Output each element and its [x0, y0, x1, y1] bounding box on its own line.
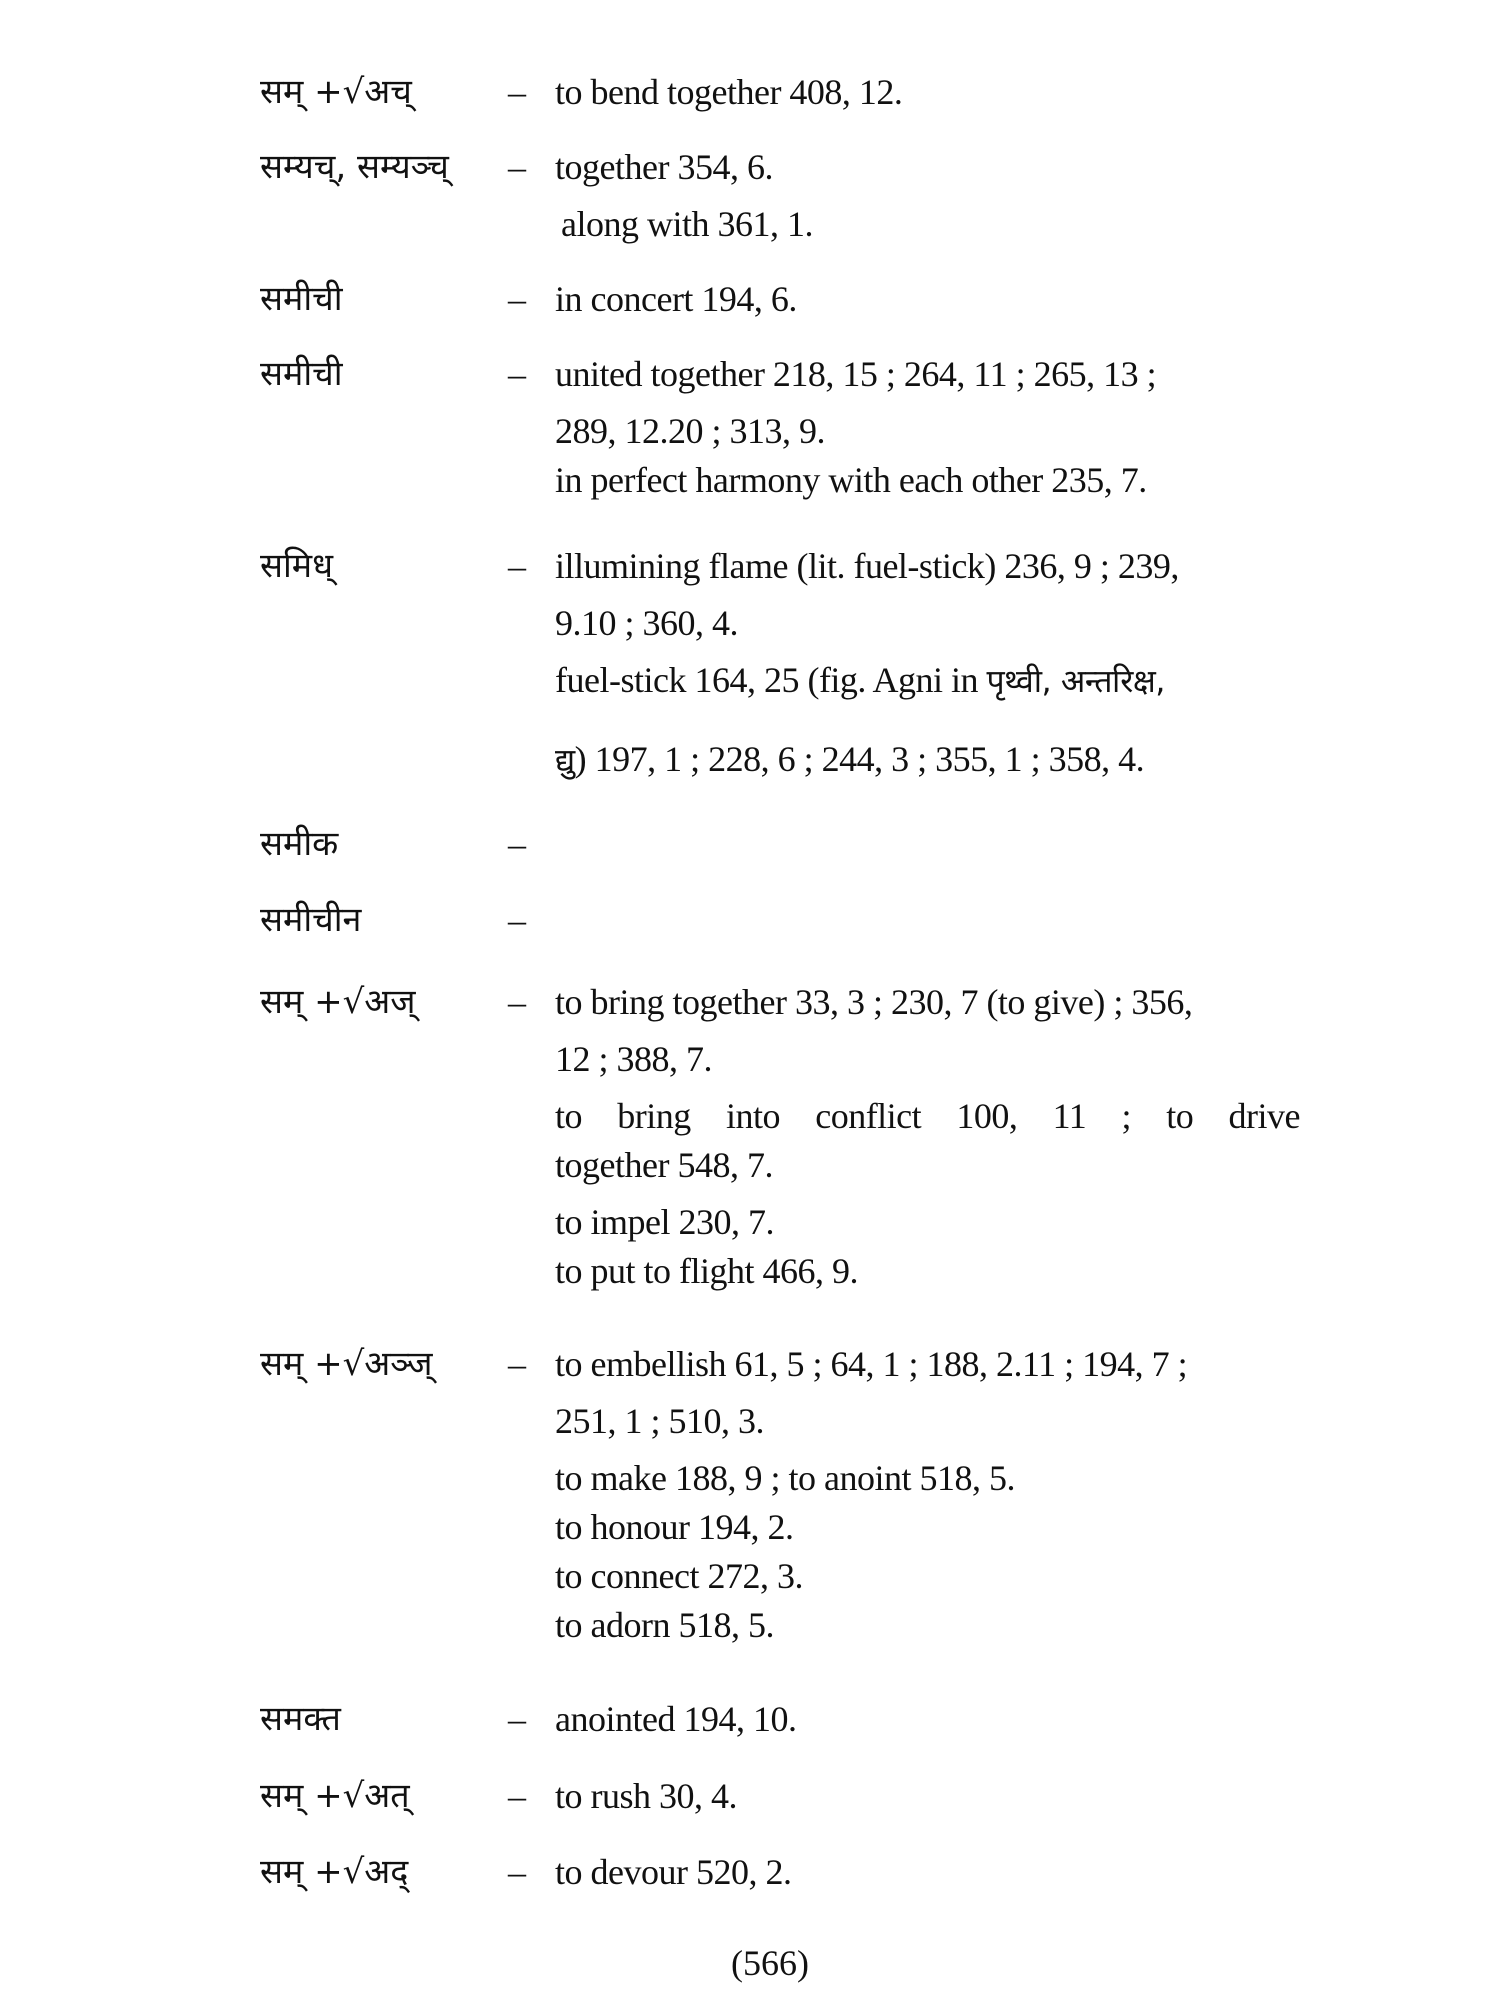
entry-dash: – — [508, 72, 526, 112]
definition-line: together 548, 7. — [555, 1145, 773, 1185]
entry-dash: – — [508, 1852, 526, 1892]
definition-line: to honour 194, 2. — [555, 1507, 794, 1547]
entry-definitions — [555, 1344, 1315, 1662]
definition-line: to adorn 518, 5. — [555, 1605, 774, 1645]
entry-headword: सम् +√अच् — [260, 72, 412, 112]
definition-text: fuel-stick 164, 25 (fig. Agni in — [555, 660, 987, 700]
definition-line: to devour 520, 2. — [555, 1852, 792, 1892]
entry-dash: – — [508, 982, 526, 1022]
definition-line: to embellish 61, 5 ; 64, 1 ; 188, 2.11 ; 194, 7 ; — [555, 1344, 1188, 1384]
entry-headword: समक्त — [260, 1699, 341, 1739]
definition-line: in concert 194, 6. — [555, 279, 797, 319]
definition-line: 12 ; 388, 7. — [555, 1039, 713, 1079]
entry-definitions — [555, 279, 1315, 336]
entry-definitions — [555, 1852, 1315, 1909]
entry-headword: समिध् — [260, 546, 334, 586]
entry-headword: सम्यच्, सम्यञ्च् — [260, 147, 449, 187]
definition-line: to make 188, 9 ; to anoint 518, 5. — [555, 1458, 1015, 1498]
definition-line: illumining flame (lit. fuel-stick) 236, 9 ; 239, — [555, 546, 1179, 586]
definition-line: united together 218, 15 ; 264, 11 ; 265, 13 ; — [555, 354, 1157, 394]
entry-definitions — [555, 72, 1315, 129]
entry-dash: – — [508, 1776, 526, 1816]
entry-definitions — [555, 546, 1315, 797]
entry-dash: – — [508, 546, 526, 586]
definition-line: to put to flight 466, 9. — [555, 1251, 858, 1291]
entry-dash: – — [508, 900, 526, 940]
entry-dash: – — [508, 1344, 526, 1384]
entry-dash: – — [508, 1699, 526, 1739]
entry-headword: समीचीन — [260, 900, 362, 940]
definition-line: 289, 12.20 ; 313, 9. — [555, 411, 826, 451]
entry-dash: – — [508, 824, 526, 864]
entry-headword: समीची — [260, 279, 343, 319]
definition-line — [555, 660, 1315, 701]
definition-line: to bend together 408, 12. — [555, 72, 903, 112]
entry-headword: सम् +√अद् — [260, 1852, 409, 1892]
entry-headword: सम् +√अज् — [260, 982, 416, 1022]
entry-definitions — [555, 982, 1315, 1308]
entry-headword: समीची — [260, 354, 343, 394]
entry-headword: सम् +√अत् — [260, 1776, 410, 1816]
definition-line: 251, 1 ; 510, 3. — [555, 1401, 765, 1441]
page-number: (566) — [731, 1943, 809, 1983]
entry-definitions — [555, 147, 1315, 261]
definition-line: to impel 230, 7. — [555, 1202, 774, 1242]
entry-headword: समीक — [260, 824, 339, 864]
sanskrit-terms: पृथ्वी, अन्तरिक्ष, — [986, 662, 1165, 700]
definition-line: along with 361, 1. — [561, 204, 813, 244]
definition-line: in perfect harmony with each other 235, 7. — [555, 460, 1147, 500]
entry-definitions — [555, 1699, 1315, 1756]
entry-dash: – — [508, 279, 526, 319]
entry-definitions — [555, 354, 1315, 517]
definition-line: to connect 272, 3. — [555, 1556, 803, 1596]
entry-dash: – — [508, 147, 526, 187]
definition-line: to rush 30, 4. — [555, 1776, 737, 1816]
entry-definitions — [555, 1776, 1315, 1833]
definition-line: to bring into conflict 100, 11 ; to drive — [555, 1096, 1300, 1136]
definition-line — [555, 739, 1315, 780]
entry-headword: सम् +√अञ्ज् — [260, 1344, 433, 1384]
entry-dash: – — [508, 354, 526, 394]
definition-line: to bring together 33, 3 ; 230, 7 (to give) ; 356, — [555, 982, 1193, 1022]
definition-line: anointed 194, 10. — [555, 1699, 797, 1739]
definition-line: together 354, 6. — [555, 147, 773, 187]
definition-text: ) 197, 1 ; 228, 6 ; 244, 3 ; 355, 1 ; 358, 4. — [574, 739, 1145, 779]
sanskrit-term: द्यु — [555, 741, 575, 779]
definition-line: 9.10 ; 360, 4. — [555, 603, 739, 643]
